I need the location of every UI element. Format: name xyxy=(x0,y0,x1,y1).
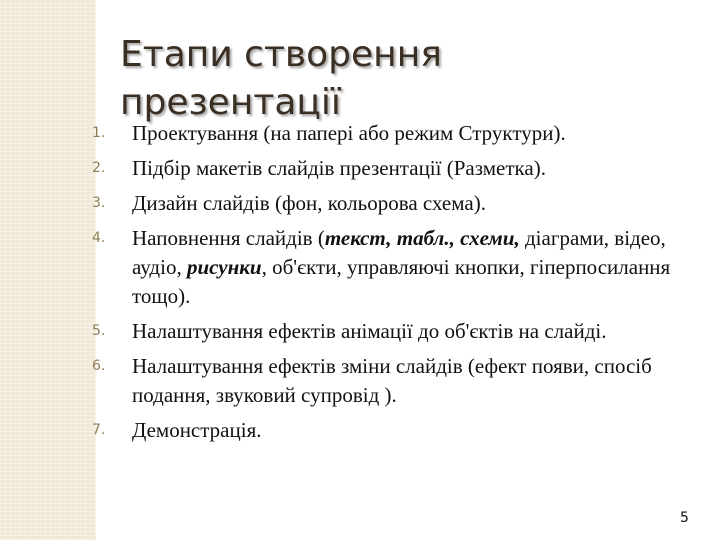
list-item xyxy=(92,224,692,311)
item-text: Демонстрація. xyxy=(132,418,262,442)
item-number: 6. xyxy=(92,358,106,374)
page-number: 5 xyxy=(680,510,689,526)
item-number: 4. xyxy=(92,230,106,246)
list-item xyxy=(92,352,692,410)
item-text: Налаштування ефектів анімації до об'єктів на слайді. xyxy=(132,319,607,343)
item-text: Налаштування ефектів зміни слайдів (ефект появи, спосіб подання, звуковий супровід ). xyxy=(132,354,652,407)
list-item xyxy=(92,189,692,218)
item-text-part: діаграми, відео, аудіо, xyxy=(132,226,666,279)
slide-title: Етапи створення презентації xyxy=(120,34,442,123)
item-number: 5. xyxy=(92,323,106,339)
item-text-part: , об'єкти, управляючі кнопки, гіперпосилання тощо). xyxy=(132,255,671,308)
item-text-part: Наповнення слайдів ( xyxy=(132,226,325,250)
item-text: Підбір макетів слайдів презентації (Разметка). xyxy=(132,156,546,180)
list-item xyxy=(92,119,692,148)
steps-list xyxy=(92,119,692,451)
item-emphasis: рисунки xyxy=(186,255,262,279)
list-item xyxy=(92,317,692,346)
item-text xyxy=(132,224,692,311)
decorative-side-band xyxy=(0,0,94,540)
item-number: 1. xyxy=(92,125,106,141)
item-text: Проектування (на папері або режим Структури). xyxy=(132,121,566,145)
item-number: 2. xyxy=(92,160,106,176)
item-text: Дизайн слайдів (фон, кольорова схема). xyxy=(132,191,486,215)
list-item xyxy=(92,154,692,183)
item-number: 3. xyxy=(92,195,106,211)
item-emphasis: текст, табл., схеми, xyxy=(324,226,520,250)
list-item xyxy=(92,416,692,445)
item-number: 7. xyxy=(92,422,106,438)
